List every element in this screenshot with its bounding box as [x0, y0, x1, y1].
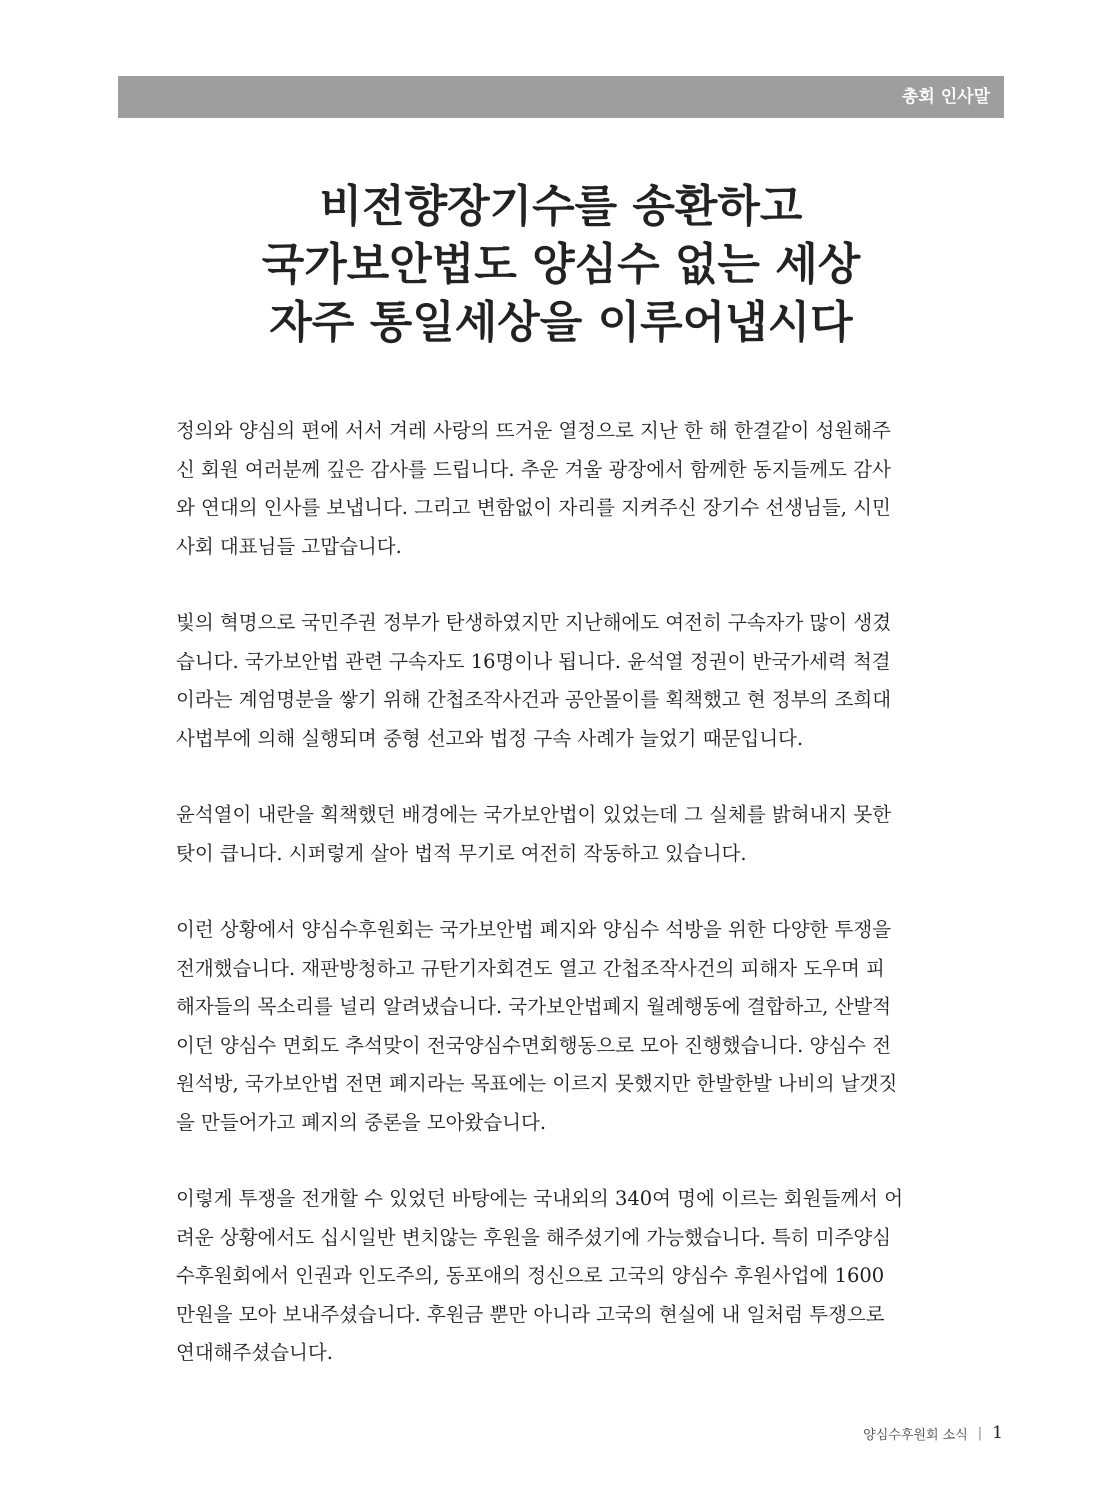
text-line: 원석방, 국가보안법 전면 폐지라는 목표에는 이르지 못했지만 한발한발 나비의 날갯짓 [176, 1072, 898, 1095]
paragraph [176, 911, 948, 1142]
page-number: 1 [992, 1423, 1003, 1443]
text-line: 을 만들어가고 폐지의 중론을 모아왔습니다. [176, 1110, 547, 1134]
text-line: 이렇게 투쟁을 전개할 수 있었던 바탕에는 국내외의 340여 명에 이르는 회원들께서 어 [176, 1187, 904, 1210]
section-header-bar [118, 76, 1004, 118]
paragraph [176, 412, 948, 566]
text-line: 신 회원 여러분께 깊은 감사를 드립니다. 추운 겨울 광장에서 함께한 동지들께도 감사 [176, 457, 891, 481]
text-line: 와 연대의 인사를 보냅니다. 그리고 변함없이 자리를 지켜주신 장기수 선생님들, 시민 [176, 496, 891, 519]
text-line: 이라는 계엄명분을 쌓기 위해 간첩조작사건과 공안몰이를 획책했고 현 정부의 조희대 [176, 688, 892, 711]
text-line: 수후원회에서 인권과 인도주의, 동포애의 정신으로 고국의 양심수 후원사업에 1600 [176, 1264, 885, 1287]
page-title [118, 178, 1004, 352]
text-line: 사법부에 의해 실행되며 중형 선고와 법정 구속 사례가 늘었기 때문입니다. [176, 726, 804, 750]
footer-separator: | [977, 1425, 983, 1441]
text-line: 이런 상황에서 양심수후원회는 국가보안법 폐지와 양심수 석방을 위한 다양한 투쟁을 [176, 918, 892, 941]
paragraph [176, 796, 948, 873]
title-line: 자주 통일세상을 이루어냅시다 [269, 297, 853, 348]
text-line: 빛의 혁명으로 국민주권 정부가 탄생하였지만 지난해에도 여전히 구속자가 많이 생겼 [176, 611, 892, 634]
paragraph [176, 604, 948, 758]
text-line: 만원을 모아 보내주셨습니다. 후원금 뿐만 아니라 고국의 현실에 내 일처럼 투쟁으로 [176, 1302, 885, 1326]
body-text [176, 412, 948, 1411]
text-line: 려운 상황에서도 십시일반 변치않는 후원을 해주셨기에 가능했습니다. 특히 미주양심 [176, 1225, 892, 1249]
page-footer [863, 1423, 1003, 1443]
text-line: 탓이 큽니다. 시퍼렇게 살아 법적 무기로 여전히 작동하고 있습니다. [176, 841, 747, 865]
title-line: 비전향장기수를 송환하고 [319, 181, 803, 232]
publication-name: 양심수후원회 소식 [863, 1427, 968, 1443]
text-line: 이던 양심수 면회도 추석맞이 전국양심수면회행동으로 모아 진행했습니다. 양심수 전 [176, 1033, 892, 1057]
text-line: 윤석열이 내란을 획책했던 배경에는 국가보안법이 있었는데 그 실체를 밝혀내지 못한 [176, 803, 892, 826]
text-line: 습니다. 국가보안법 관련 구속자도 16명이나 됩니다. 윤석열 정권이 반국가세력 척결 [176, 649, 891, 673]
text-line: 정의와 양심의 편에 서서 겨레 사랑의 뜨거운 열정으로 지난 한 해 한결같이 성원해주 [176, 419, 891, 442]
section-label: 총회 인사말 [901, 87, 990, 107]
text-line: 연대해주셨습니다. [176, 1341, 333, 1364]
paragraph [176, 1180, 948, 1373]
title-line: 국가보안법도 양심수 없는 세상 [261, 239, 861, 290]
text-line: 해자들의 목소리를 널리 알려냈습니다. 국가보안법폐지 월례행동에 결합하고, 산발적 [176, 995, 892, 1018]
text-line: 사회 대표님들 고맙습니다. [176, 534, 402, 558]
text-line: 전개했습니다. 재판방청하고 규탄기자회견도 열고 간첩조작사건의 피해자 도우며 피 [176, 956, 885, 980]
